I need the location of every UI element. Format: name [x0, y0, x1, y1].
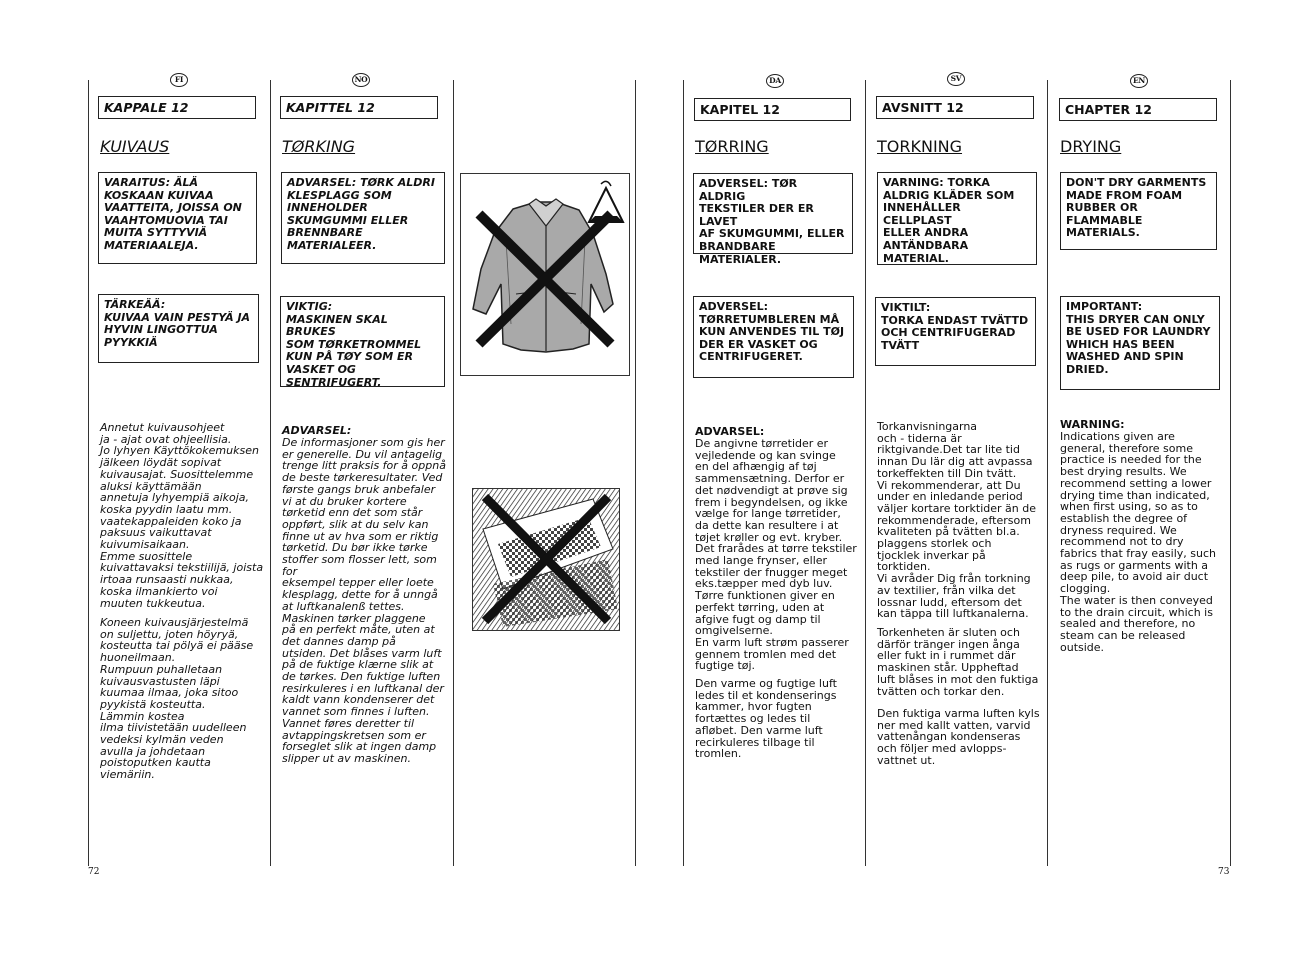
body-text-no: De informasjoner som gis her er generelle. Du vil antagelig trenge litt praksis for å oppnå de beste tørkeresultater. Ved første gangs bruk anbefaler vi at du bruker kortere tørketid enn det som står oppført, slik at du selv kan finne ut av hva som er riktig tørketid. Du bør ikke tørke stoffer som flosser lett, som for eksempel tepper eller loete klesplagg, dette for å unngå at luftkanalenß tettes. Maskinen tørker plaggene på en perfekt måte, uten at det dannes damp på utsiden. Det blåses varm luft på de fuktige klærne slik at de tørkes. Den fuktige luften resirkuleres i en luftkanal der kaldt vann kondenserer det vannet som finnes i luften. Vannet føres deretter til avtappingskretsen som er forseglet slik at ingen damp slipper ut av maskinen.: [282, 436, 446, 765]
column-rule: [865, 80, 866, 866]
section-title-en: DRYING: [1060, 137, 1122, 156]
body-heading-da: ADVARSEL:: [695, 425, 765, 438]
warning-box-fi: VARAITUS: ÄLÄ KOSKAAN KUIVAA VAATTEITA, JOISSA ON VAAHTOMUOVIA TAI MUITA SYTTYVIÄ MATERIAALEJA.: [98, 172, 257, 264]
section-title-sv: TORKNING: [877, 137, 963, 156]
important-box-sv: VIKTILT: TORKA ENDAST TVÄTTD OCH CENTRIFUGERAD TVÄTT: [875, 297, 1036, 366]
body-text-da-2: Den varme og fugtige luft ledes til et kondenserings kammer, hvor fugten fortættes og ledes til afløbet. Den varme luft recirkuleres tilbage til tromlen.: [695, 677, 837, 761]
body-text-fi-2: Koneen kuivausjärjestelmä on suljettu, joten höyryä, kosteutta tai pölyä ei pääse huoneilmaan. Rumpuun puhalletaan kuivausvastusten läpi kuumaa ilmaa, joka sitoo pyykistä kosteutta. Lämmin kostea ilma tiivistetään uudelleen vedeksi kylmän veden avulla ja johdetaan poistoputken kautta viemäriin.: [100, 616, 254, 782]
important-box-en: IMPORTANT: THIS DRYER CAN ONLY BE USED FOR LAUNDRY WHICH HAS BEEN WASHED AND SPIN DRIED.: [1060, 296, 1220, 390]
body-heading-no: ADVARSEL:: [282, 424, 352, 437]
warning-box-no: ADVARSEL: TØRK ALDRI KLESPLAGG SOM INNEHOLDER SKUMGUMMI ELLER BRENNBARE MATERIALEER.: [281, 172, 445, 264]
body-text-en: Indications given are general, therefore some practice is needed for the best drying results. We recommend setting a lower drying time than indicated, when first using, so as to establish the degree of dryness required. We recommend not to dry fabrics that fray easily, such as rugs or garments with a deep pile, to avoid air duct clogging. The water is then conveyed to the drain circuit, which is sealed and therefore, no steam can be released outside.: [1060, 430, 1217, 654]
language-badge-sv: SV: [947, 72, 965, 86]
column-rule: [88, 80, 89, 866]
section-title-no: TØRKING: [282, 137, 356, 156]
important-box-no: VIKTIG: MASKINEN SKAL BRUKES SOM TØRKETROMMEL KUN PÅ TØY SOM ER VASKET OG SENTRIFUGERT.: [280, 296, 445, 387]
column-rule: [635, 80, 636, 866]
page-number-left: 72: [88, 867, 100, 877]
body-text-sv-2: Torkenheten är sluten och därför tränger ingen ånga eller fukt in i rummet där maskinen står. Uppheftad luft blåses in mot den fuktiga tvätten och torkar den.: [877, 626, 1039, 698]
column-rule: [683, 80, 684, 866]
section-title-da: TØRRING: [695, 137, 769, 156]
column-rule: [1047, 80, 1048, 866]
section-title-fi: KUIVAUS: [100, 137, 170, 156]
chapter-heading-no: KAPITTEL 12: [280, 96, 438, 119]
column-rule: [270, 80, 271, 866]
jacket-crossed-icon: [460, 173, 630, 376]
language-badge-da: DA: [766, 74, 784, 88]
warning-box-da: ADVERSEL: TØR ALDRIG TEKSTILER DER ER LAVET AF SKUMGUMMI, ELLER BRANDBARE MATERIALER.: [693, 173, 853, 254]
page-number-right: 73: [1218, 867, 1230, 877]
warning-box-en: DON'T DRY GARMENTS MADE FROM FOAM RUBBER OR FLAMMABLE MATERIALS.: [1060, 172, 1217, 250]
language-badge-no: NO: [352, 73, 370, 87]
important-box-fi: TÄRKEÄÄ: KUIVAA VAIN PESTYÄ JA HYVIN LINGOTTUA PYYKKIÄ: [98, 294, 259, 363]
chapter-heading-sv: AVSNITT 12: [876, 96, 1034, 119]
language-badge-en: EN: [1130, 74, 1148, 88]
body-text-sv-3: Den fuktiga varma luften kyls ner med kallt vatten, varvid vattenångan kondenseras och följer med avlopps- vattnet ut.: [877, 707, 1040, 767]
chapter-heading-fi: KAPPALE 12: [98, 96, 256, 119]
chapter-heading-en: CHAPTER 12: [1059, 98, 1217, 121]
language-badge-fi: FI: [170, 73, 188, 87]
warning-box-sv: VARNING: TORKA ALDRIG KLÄDER SOM INNEHÅLLER CELLPLAST ELLER ANDRA ANTÄNDBARA MATERIAL.: [877, 172, 1037, 265]
important-box-da: ADVERSEL: TØRRETUMBLEREN MÅ KUN ANVENDES TIL TØJ DER ER VASKET OG CENTRIFUGERET.: [693, 296, 854, 378]
body-text-fi-1: Annetut kuivausohjeet ja - ajat ovat ohjeellisia. Jo lyhyen Käyttökokemuksen jälkeen löydät sopivat kuivausajat. Suosittelemme aluksi käyttämään annetuja lyhyempiä aikoja, koska pyydin laatu mm. vaatekappaleiden koko ja paksuus vaikuttavat kuivumisaikaan. Emme suosittele kuivattavaksi tekstiilijä, joista irtoaa runsaasti nukkaa, koska ilmankierto voi muuten tukkeutua.: [100, 421, 264, 610]
rug-crossed-icon: [472, 488, 620, 631]
column-rule: [453, 80, 454, 866]
body-heading-en: WARNING:: [1060, 418, 1125, 431]
body-text-sv-1: Torkanvisningarna och - tiderna är riktgivande.Det tar lite tid innan Du lär dig att avpassa torkeffekten till Din tvätt. Vi rekommenderar, att Du under en inledande period väljer kortare torktider än de rekommenderade, eftersom kvaliteten på tvätten bl.a. plaggens storlek och tjocklek inverkar på torktiden. Vi avråder Dig från torkning av textilier, från vilka det lossnar ludd, eftersom det kan täppa till luftkanalerna.: [877, 420, 1037, 621]
body-text-da-1: De angivne tørretider er vejledende og kan svinge en del afhængig af tøj sammensætning. Derfor er det nødvendigt at prøve sig frem i begyndelsen, og ikke vælge for lange tørretider, da dette kan resultere i at tøjet krøller og evt. kryber. Det frarådes at tørre tekstiler med lange frynser, eller tekstiler der fnugger meget eks.tæpper med dyb luv. Tørre funktionen giver en perfekt tørring, uden at afgive fugt og damp til omgivelserne. En varm luft strøm passerer gennem tromlen med det fugtige tøj.: [695, 437, 857, 673]
column-rule: [1230, 80, 1231, 866]
chapter-heading-da: KAPITEL 12: [694, 98, 851, 121]
